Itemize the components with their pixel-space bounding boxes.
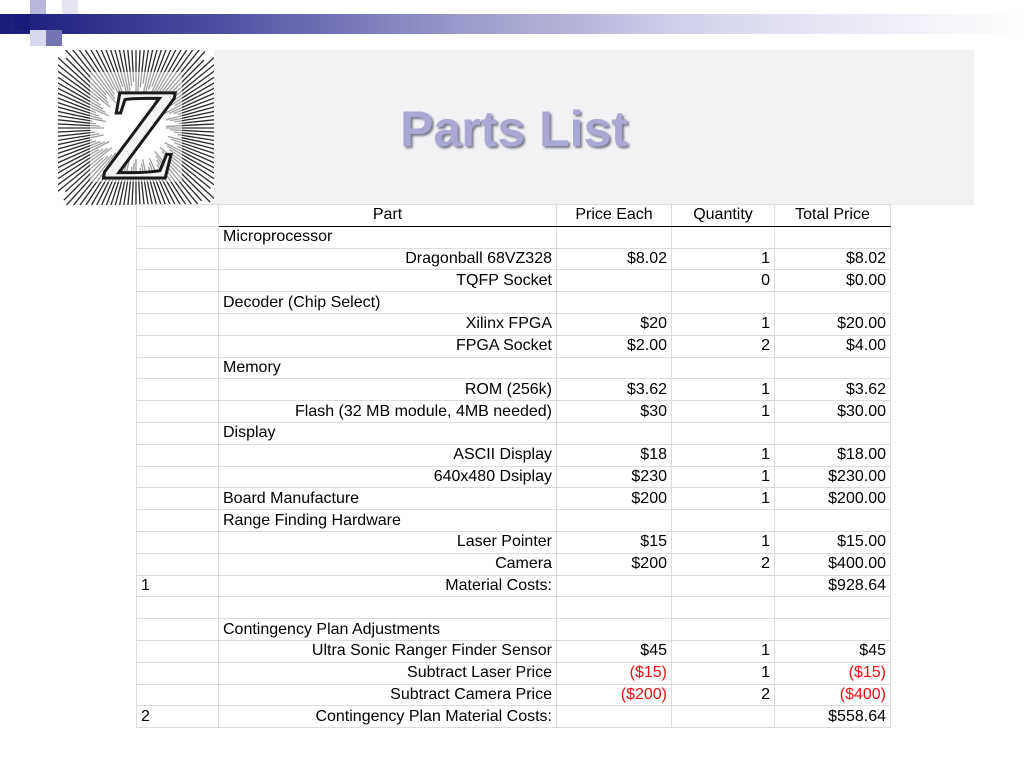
page-title: Parts List (400, 101, 628, 157)
total-price-cell (775, 292, 891, 314)
total-price-cell: $18.00 (775, 444, 891, 466)
part-name-cell (219, 597, 557, 619)
table-row (137, 422, 891, 444)
row-number-cell (137, 531, 219, 553)
quantity-cell: 1 (672, 488, 775, 510)
quantity-cell: 1 (672, 662, 775, 684)
total-price-cell: $200.00 (775, 488, 891, 510)
total-price-cell (775, 619, 891, 641)
total-price-cell: $8.02 (775, 248, 891, 270)
total-price-cell: $4.00 (775, 335, 891, 357)
row-number-cell (137, 466, 219, 488)
part-name-cell: Range Finding Hardware (219, 510, 557, 532)
quantity-cell (672, 422, 775, 444)
price-each-cell: $18 (557, 444, 672, 466)
header-cell-blank (137, 205, 219, 227)
quantity-cell (672, 510, 775, 532)
part-name-cell: TQFP Socket (219, 270, 557, 292)
quantity-cell (672, 575, 775, 597)
header-total-price: Total Price (775, 205, 891, 227)
total-price-cell: ($400) (775, 684, 891, 706)
price-each-cell: $45 (557, 640, 672, 662)
price-each-cell: ($200) (557, 684, 672, 706)
row-number-cell (137, 510, 219, 532)
price-each-cell: ($15) (557, 662, 672, 684)
table-row (137, 706, 891, 728)
price-each-cell (557, 619, 672, 641)
quantity-cell: 1 (672, 640, 775, 662)
total-price-cell: $3.62 (775, 379, 891, 401)
price-each-cell (557, 270, 672, 292)
row-number-cell (137, 597, 219, 619)
total-price-cell (775, 422, 891, 444)
header-price-each: Price Each (557, 205, 672, 227)
row-number-cell (137, 619, 219, 641)
price-each-cell: $2.00 (557, 335, 672, 357)
row-number-cell (137, 684, 219, 706)
row-number-cell: 2 (137, 706, 219, 728)
part-name-cell: Dragonball 68VZ328 (219, 248, 557, 270)
price-each-cell (557, 597, 672, 619)
part-name-cell: Material Costs: (219, 575, 557, 597)
part-name-cell: Board Manufacture (219, 488, 557, 510)
part-name-cell: Decoder (Chip Select) (219, 292, 557, 314)
table-row (137, 510, 891, 532)
quantity-cell (672, 706, 775, 728)
table-header-row (137, 205, 891, 227)
price-each-cell (557, 357, 672, 379)
decorative-square (30, 0, 46, 14)
table-row (137, 270, 891, 292)
decorative-square (62, 0, 78, 14)
total-price-cell: $0.00 (775, 270, 891, 292)
quantity-cell (672, 357, 775, 379)
total-price-cell: $15.00 (775, 531, 891, 553)
table-row (137, 313, 891, 335)
table-row (137, 335, 891, 357)
quantity-cell: 1 (672, 531, 775, 553)
quantity-cell: 1 (672, 444, 775, 466)
row-number-cell (137, 226, 219, 248)
part-name-cell: ASCII Display (219, 444, 557, 466)
table-row (137, 488, 891, 510)
part-name-cell: Subtract Laser Price (219, 662, 557, 684)
total-price-cell: $20.00 (775, 313, 891, 335)
part-name-cell: Camera (219, 553, 557, 575)
part-name-cell: ROM (256k) (219, 379, 557, 401)
row-number-cell (137, 292, 219, 314)
quantity-cell: 1 (672, 248, 775, 270)
total-price-cell (775, 510, 891, 532)
z-logo (58, 50, 214, 205)
part-name-cell: Ultra Sonic Ranger Finder Sensor (219, 640, 557, 662)
parts-table (136, 204, 891, 728)
decorative-square (30, 30, 46, 46)
price-each-cell (557, 226, 672, 248)
table-row (137, 379, 891, 401)
price-each-cell: $20 (557, 313, 672, 335)
row-number-cell (137, 313, 219, 335)
total-price-cell: $230.00 (775, 466, 891, 488)
price-each-cell (557, 292, 672, 314)
part-name-cell: Display (219, 422, 557, 444)
part-name-cell: Flash (32 MB module, 4MB needed) (219, 401, 557, 423)
logo-letter: Z (101, 63, 175, 205)
total-price-cell: $30.00 (775, 401, 891, 423)
total-price-cell: $928.64 (775, 575, 891, 597)
table-row (137, 466, 891, 488)
row-number-cell (137, 488, 219, 510)
price-each-cell: $200 (557, 488, 672, 510)
decorative-square (46, 30, 62, 46)
table-row (137, 444, 891, 466)
table-row (137, 640, 891, 662)
table-row (137, 226, 891, 248)
table-row (137, 531, 891, 553)
table-row (137, 292, 891, 314)
quantity-cell: 0 (672, 270, 775, 292)
part-name-cell: Contingency Plan Adjustments (219, 619, 557, 641)
part-name-cell: Laser Pointer (219, 531, 557, 553)
total-price-cell (775, 226, 891, 248)
price-each-cell (557, 510, 672, 532)
table-row (137, 248, 891, 270)
total-price-cell (775, 357, 891, 379)
quantity-cell: 2 (672, 684, 775, 706)
row-number-cell (137, 662, 219, 684)
row-number-cell: 1 (137, 575, 219, 597)
quantity-cell (672, 597, 775, 619)
part-name-cell: Memory (219, 357, 557, 379)
total-price-cell: $400.00 (775, 553, 891, 575)
quantity-cell (672, 619, 775, 641)
price-each-cell (557, 422, 672, 444)
price-each-cell: $230 (557, 466, 672, 488)
row-number-cell (137, 444, 219, 466)
row-number-cell (137, 553, 219, 575)
part-name-cell: Xilinx FPGA (219, 313, 557, 335)
table-row (137, 357, 891, 379)
row-number-cell (137, 422, 219, 444)
quantity-cell: 1 (672, 466, 775, 488)
row-number-cell (137, 270, 219, 292)
total-price-cell: $45 (775, 640, 891, 662)
header-part: Part (219, 205, 557, 227)
price-each-cell: $15 (557, 531, 672, 553)
row-number-cell (137, 335, 219, 357)
row-number-cell (137, 248, 219, 270)
table-row (137, 684, 891, 706)
table-row (137, 575, 891, 597)
part-name-cell: FPGA Socket (219, 335, 557, 357)
part-name-cell: Contingency Plan Material Costs: (219, 706, 557, 728)
row-number-cell (137, 401, 219, 423)
table-row (137, 401, 891, 423)
quantity-cell: 1 (672, 379, 775, 401)
row-number-cell (137, 357, 219, 379)
part-name-cell: Microprocessor (219, 226, 557, 248)
total-price-cell: ($15) (775, 662, 891, 684)
total-price-cell (775, 597, 891, 619)
price-each-cell: $3.62 (557, 379, 672, 401)
row-number-cell (137, 640, 219, 662)
decorative-square (14, 14, 30, 30)
quantity-cell (672, 226, 775, 248)
quantity-cell: 2 (672, 553, 775, 575)
header-quantity: Quantity (672, 205, 775, 227)
price-each-cell: $8.02 (557, 248, 672, 270)
part-name-cell: 640x480 Dsiplay (219, 466, 557, 488)
quantity-cell: 1 (672, 401, 775, 423)
part-name-cell: Subtract Camera Price (219, 684, 557, 706)
row-number-cell (137, 379, 219, 401)
quantity-cell (672, 292, 775, 314)
table-row (137, 662, 891, 684)
table-row (137, 553, 891, 575)
price-each-cell: $30 (557, 401, 672, 423)
price-each-cell (557, 575, 672, 597)
header-gradient-bar (0, 14, 1024, 34)
table-row (137, 597, 891, 619)
total-price-cell: $558.64 (775, 706, 891, 728)
quantity-cell: 1 (672, 313, 775, 335)
price-each-cell (557, 706, 672, 728)
table-row (137, 619, 891, 641)
quantity-cell: 2 (672, 335, 775, 357)
price-each-cell: $200 (557, 553, 672, 575)
